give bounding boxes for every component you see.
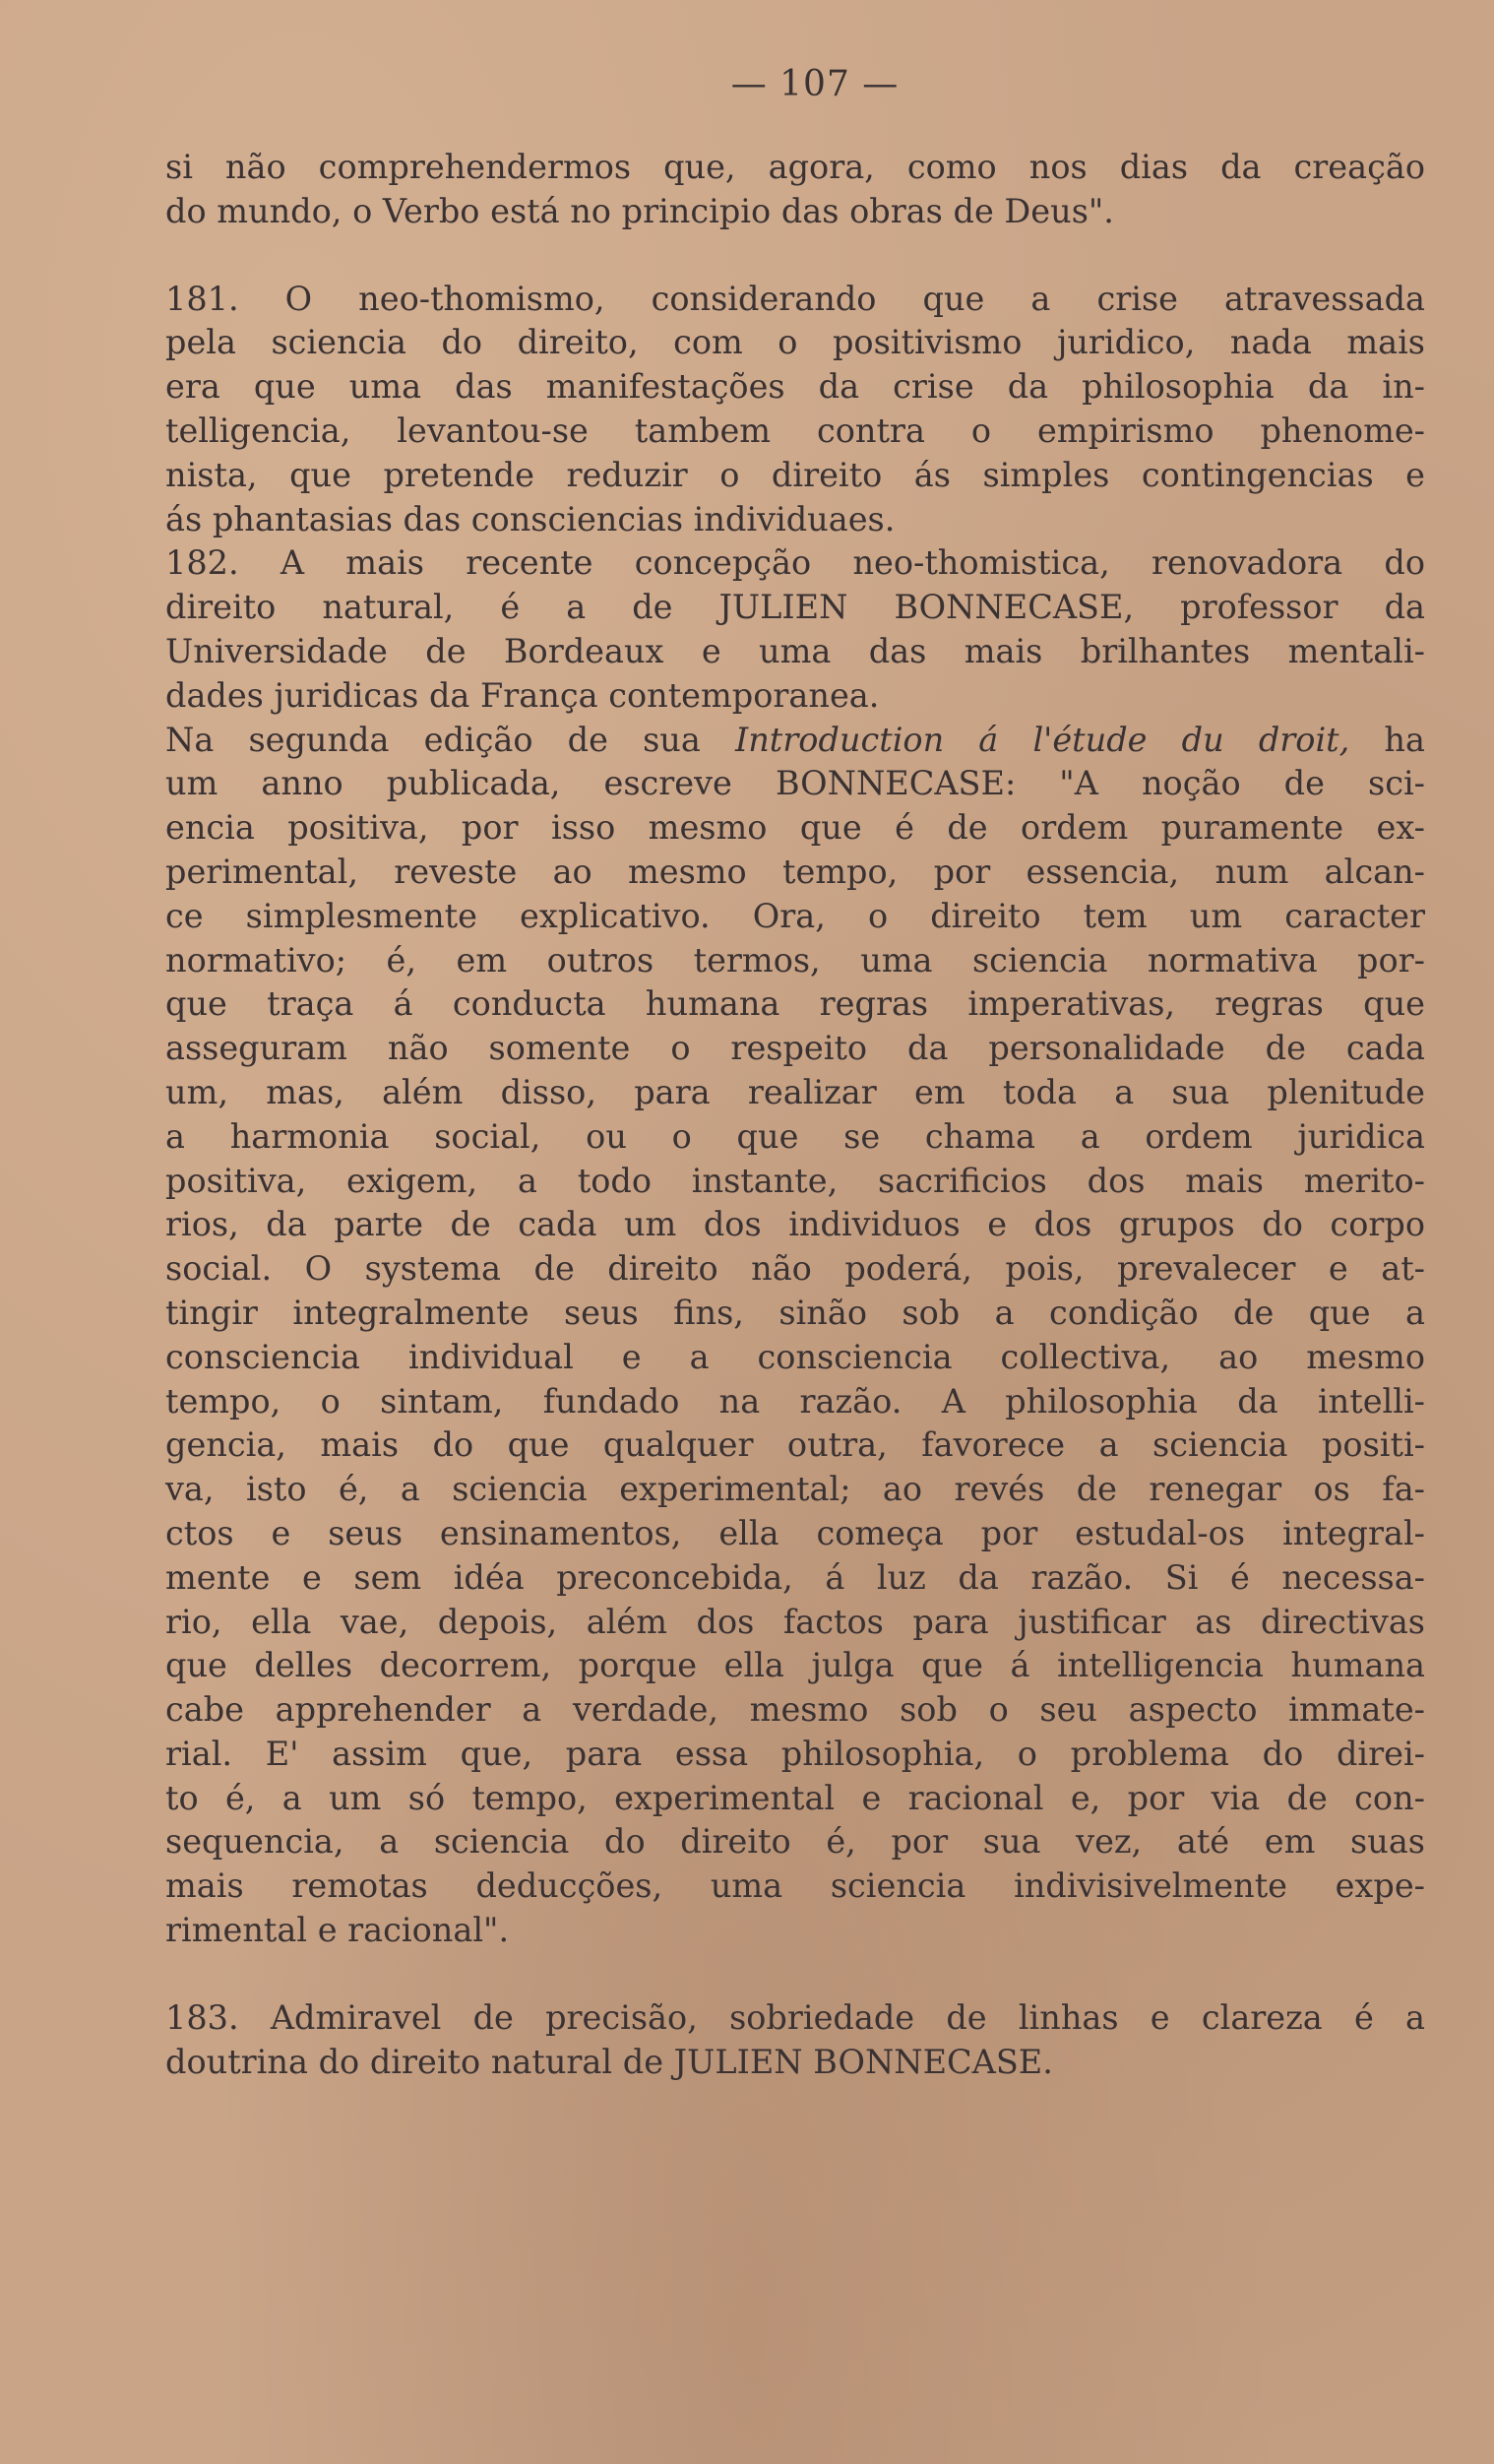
text-line: to é, a um só tempo, experimental e racional e, por via de con- xyxy=(165,1778,1425,1817)
page-number: — 107 — xyxy=(730,64,900,104)
text-fragment: Na segunda edição de sua xyxy=(165,720,735,759)
text-line: si não comprehendermos que, agora, como nos dias da creação xyxy=(165,148,1425,186)
text-line: um anno publicada, escreve BONNECASE: "A noção de sci- xyxy=(165,764,1425,803)
text-line: rimental e racional". xyxy=(165,1911,510,1950)
text-line: tempo, o sintam, fundado na razão. A philosophia da intelli- xyxy=(165,1381,1425,1421)
book-page xyxy=(165,57,1425,2084)
text-line: do mundo, o Verbo está no principio das obras de Deus". xyxy=(165,191,1114,230)
text-line: positiva, exigem, a todo instante, sacrificios dos mais merito- xyxy=(165,1161,1425,1200)
text-line: 183. Admiravel de precisão, sobriedade de linhas e clareza é a xyxy=(165,1997,1425,2037)
text-line: que traça á conducta humana regras imperativas, regras que xyxy=(165,984,1425,1024)
text-line: cabe apprehender a verdade, mesmo sob o seu aspecto immate- xyxy=(165,1690,1425,1730)
paragraph-bonnecase-quote xyxy=(165,719,1425,1953)
text-line: doutrina do direito natural de JULIEN BONNECASE. xyxy=(165,2042,1053,2081)
text-line: va, isto é, a sciencia experimental; ao revés de renegar os fa- xyxy=(165,1470,1425,1509)
text-line: 182. A mais recente concepção neo-thomistica, renovadora do xyxy=(165,543,1425,583)
text-line: mente e sem idéa preconcebida, á luz da razão. Si é necessa- xyxy=(165,1557,1425,1597)
text-line: rio, ella vae, depois, além dos factos para justificar as directivas xyxy=(165,1602,1425,1641)
text-line: era que uma das manifestações da crise da philosophia da in- xyxy=(165,367,1425,407)
text-line: rios, da parte de cada um dos individuos e dos grupos do corpo xyxy=(165,1205,1425,1244)
text-line: gencia, mais do que qualquer outra, favorece a sciencia positi- xyxy=(165,1425,1425,1465)
paragraph-183 xyxy=(165,1996,1425,2085)
text-line: consciencia individual e a consciencia collectiva, ao mesmo xyxy=(165,1337,1425,1376)
text-line: que delles decorrem, porque ella julga que á intelligencia humana xyxy=(165,1646,1425,1685)
text-line: rial. E' assim que, para essa philosophia, o problema do direi- xyxy=(165,1734,1425,1773)
text-line: direito natural, é a de JULIEN BONNECASE, professor da xyxy=(165,588,1425,627)
text-fragment: ha xyxy=(1349,720,1425,759)
book-title: Introduction á l'étude du droit, xyxy=(735,720,1350,759)
text-line: pela sciencia do direito, com o positivismo juridico, nada mais xyxy=(165,323,1425,362)
text-line: ctos e seus ensinamentos, ella começa por estudal-os integral- xyxy=(165,1513,1425,1552)
paragraph-spacer xyxy=(165,234,1425,278)
paragraph-181 xyxy=(165,278,1425,542)
text-line: 181. O neo-thomismo, considerando que a crise atravessada xyxy=(165,279,1425,318)
intro-paragraph xyxy=(165,146,1425,234)
text-line: telligencia, levantou-se tambem contra o empirismo phenome- xyxy=(165,411,1425,450)
paragraph-182 xyxy=(165,541,1425,718)
text-line: um, mas, além disso, para realizar em toda a sua plenitude xyxy=(165,1072,1425,1111)
text-line: a harmonia social, ou o que se chama a ordem juridica xyxy=(165,1116,1425,1156)
text-line: sequencia, a sciencia do direito é, por sua vez, até em suas xyxy=(165,1822,1425,1862)
text-line: ce simplesmente explicativo. Ora, o direito tem um caracter xyxy=(165,896,1425,935)
text-line: social. O systema de direito não poderá, pois, prevalecer e at- xyxy=(165,1249,1425,1289)
text-line: asseguram não somente o respeito da personalidade de cada xyxy=(165,1029,1425,1068)
text-line xyxy=(165,719,1425,763)
paragraph-spacer xyxy=(165,1953,1425,1996)
text-line: ás phantasias das consciencias individuaes. xyxy=(165,499,896,538)
text-line: encia positiva, por isso mesmo que é de ordem puramente ex- xyxy=(165,808,1425,848)
text-line: dades juridicas da França contemporanea. xyxy=(165,675,880,715)
text-line: Universidade de Bordeaux e uma das mais brilhantes mentali- xyxy=(165,631,1425,670)
text-line: nista, que pretende reduzir o direito ás simples contingencias e xyxy=(165,455,1425,494)
text-line: tingir integralmente seus fins, sinão sob a condição de que a xyxy=(165,1293,1425,1332)
text-line: normativo; é, em outros termos, uma sciencia normativa por- xyxy=(165,940,1425,979)
text-line: perimental, reveste ao mesmo tempo, por essencia, num alcan- xyxy=(165,852,1425,891)
text-line: mais remotas deducções, uma sciencia indivisivelmente expe- xyxy=(165,1866,1425,1906)
